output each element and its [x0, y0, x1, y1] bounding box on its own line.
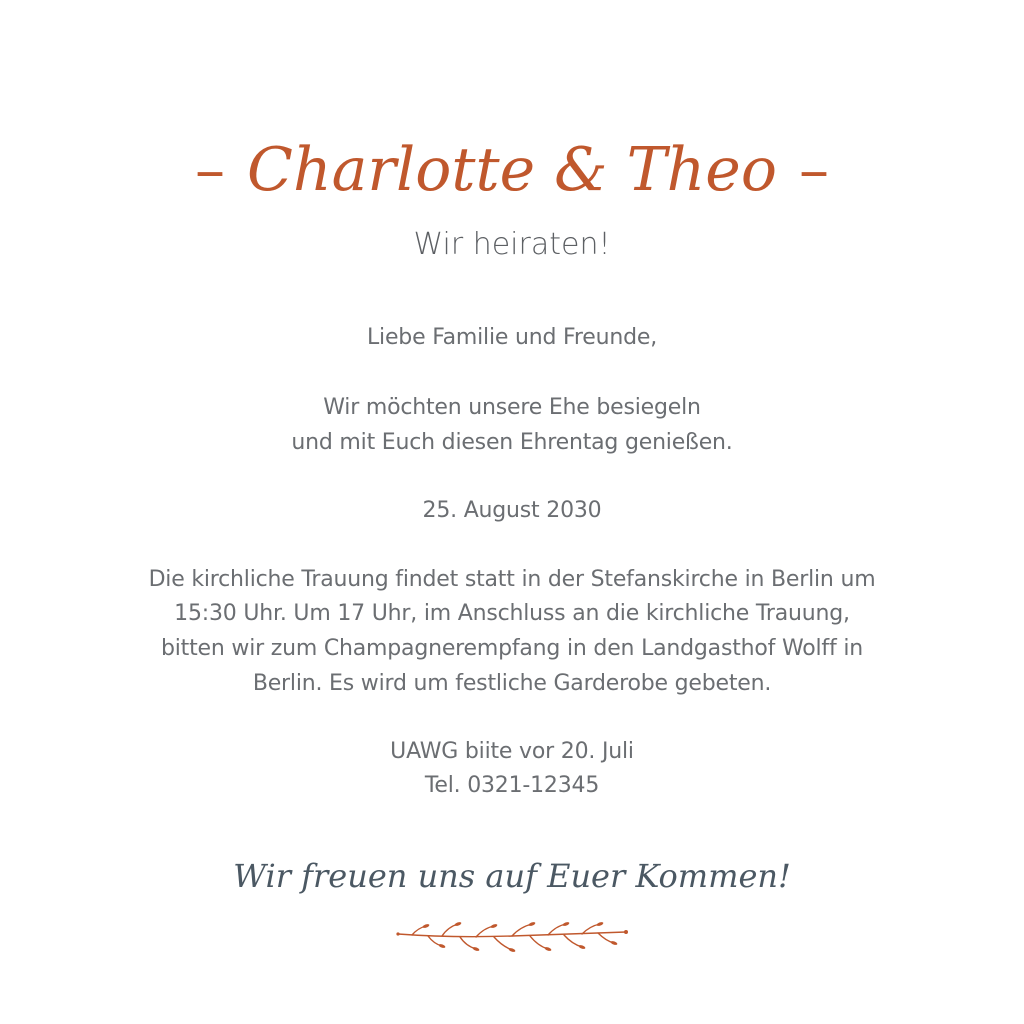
details-line-3: bitten wir zum Champagnerempfang in den Landgasthof Wolff in — [161, 636, 863, 661]
closing-line: Wir freuen uns auf Euer Kommen! — [233, 857, 791, 895]
leaf-sprig-icon — [392, 912, 632, 968]
couple-names — [0, 130, 1024, 210]
rsvp-line: UAWG biite vor 20. Juli — [390, 739, 634, 764]
greeting: Liebe Familie und Freunde, — [367, 325, 657, 350]
subtitle: Wir heiraten! — [413, 227, 611, 262]
phone-line: Tel. 0321-12345 — [424, 773, 600, 798]
intro-line-2: und mit Euch diesen Ehrentag genießen. — [291, 430, 733, 455]
details-line-2: 15:30 Uhr. Um 17 Uhr, im Anschluss an die kirchliche Trauung, — [174, 601, 850, 626]
details-line-4: Berlin. Es wird um festliche Garderobe gebeten. — [252, 671, 772, 696]
right-dash: – — [798, 135, 829, 205]
wedding-date: 25. August 2030 — [422, 498, 602, 523]
left-dash: – — [195, 135, 226, 205]
names-text: Charlotte & Theo — [247, 135, 777, 205]
intro-line-1: Wir möchten unsere Ehe besiegeln — [323, 395, 701, 420]
details-line-1: Die kirchliche Trauung findet statt in der Stefanskirche in Berlin um — [148, 567, 876, 592]
